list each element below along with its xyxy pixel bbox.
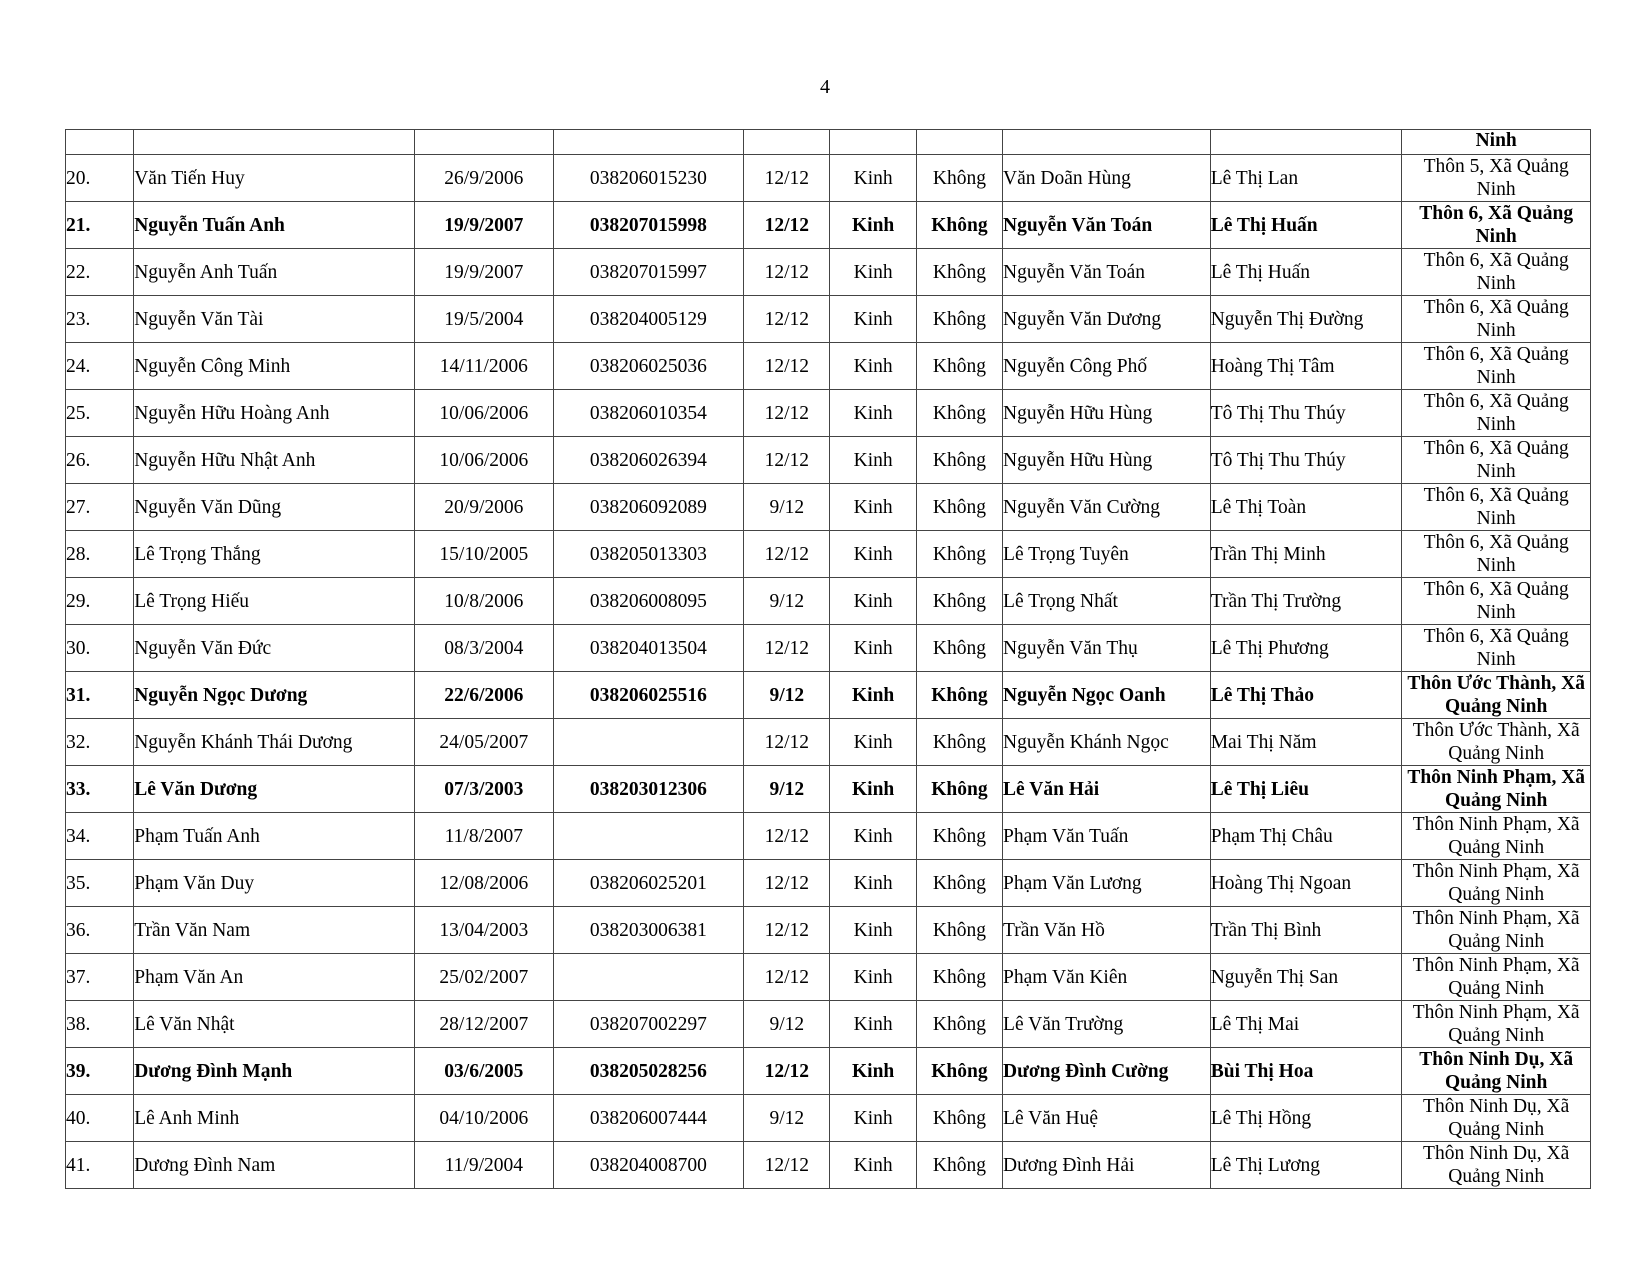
cell-father: Nguyễn Khánh Ngọc bbox=[1003, 719, 1211, 766]
cell-ethnicity: Kinh bbox=[830, 1095, 916, 1142]
cell-father: Nguyễn Hữu Hùng bbox=[1003, 437, 1211, 484]
cell-address: Thôn 6, Xã Quảng Ninh bbox=[1402, 437, 1591, 484]
cell-address: Thôn 6, Xã Quảng Ninh bbox=[1402, 249, 1591, 296]
cell-name: Nguyễn Hữu Nhật Anh bbox=[134, 437, 415, 484]
table-row bbox=[66, 390, 1591, 437]
cell-dob: 11/8/2007 bbox=[415, 813, 553, 860]
cell-index: 33. bbox=[66, 766, 134, 813]
cell-dob: 19/5/2004 bbox=[415, 296, 553, 343]
table-row bbox=[66, 296, 1591, 343]
cell-address: Thôn 6, Xã Quảng Ninh bbox=[1402, 578, 1591, 625]
cell-religion: Không bbox=[916, 578, 1002, 625]
cell-grade: 12/12 bbox=[744, 296, 830, 343]
cell-index: 41. bbox=[66, 1142, 134, 1189]
cell-grade: 12/12 bbox=[744, 155, 830, 202]
cell-ethnicity: Kinh bbox=[830, 249, 916, 296]
cell-religion: Không bbox=[916, 1142, 1002, 1189]
cell-id-number: 038206092089 bbox=[553, 484, 744, 531]
cell-grade: 12/12 bbox=[744, 1142, 830, 1189]
cell-name: Lê Văn Dương bbox=[134, 766, 415, 813]
cell-id-number: 038204013504 bbox=[553, 625, 744, 672]
cell-address: Thôn 6, Xã Quảng Ninh bbox=[1402, 531, 1591, 578]
cell-address: Thôn 6, Xã Quảng Ninh bbox=[1402, 296, 1591, 343]
cell-religion: Không bbox=[916, 484, 1002, 531]
cell-ethnicity: Kinh bbox=[830, 719, 916, 766]
cell-religion: Không bbox=[916, 719, 1002, 766]
cell-mother: Nguyễn Thị San bbox=[1210, 954, 1402, 1001]
cell-address: Thôn 6, Xã Quảng Ninh bbox=[1402, 484, 1591, 531]
cell-mother: Lê Thị Lan bbox=[1210, 155, 1402, 202]
cell-index: 40. bbox=[66, 1095, 134, 1142]
cell-name: Nguyễn Anh Tuấn bbox=[134, 249, 415, 296]
table-row bbox=[66, 719, 1591, 766]
cell-mother: Lê Thị Thảo bbox=[1210, 672, 1402, 719]
cell-id-number bbox=[553, 813, 744, 860]
cell-index: 30. bbox=[66, 625, 134, 672]
cell-ethnicity: Kinh bbox=[830, 954, 916, 1001]
cell-address: Thôn Ước Thành, Xã Quảng Ninh bbox=[1402, 672, 1591, 719]
cell-index: 28. bbox=[66, 531, 134, 578]
cell-index: 25. bbox=[66, 390, 134, 437]
cell-father: Phạm Văn Tuấn bbox=[1003, 813, 1211, 860]
cell-address: Thôn Ninh Phạm, Xã Quảng Ninh bbox=[1402, 813, 1591, 860]
table-row bbox=[66, 343, 1591, 390]
cell-name: Phạm Tuấn Anh bbox=[134, 813, 415, 860]
cell-address: Thôn 6, Xã Quảng Ninh bbox=[1402, 343, 1591, 390]
cell-ethnicity: Kinh bbox=[830, 578, 916, 625]
cell-name: Dương Đình Mạnh bbox=[134, 1048, 415, 1095]
cell-name bbox=[134, 130, 415, 155]
cell-mother: Tô Thị Thu Thúy bbox=[1210, 437, 1402, 484]
cell-religion: Không bbox=[916, 296, 1002, 343]
cell-ethnicity: Kinh bbox=[830, 625, 916, 672]
cell-index: 32. bbox=[66, 719, 134, 766]
cell-grade: 9/12 bbox=[744, 1095, 830, 1142]
cell-ethnicity: Kinh bbox=[830, 484, 916, 531]
table-row bbox=[66, 249, 1591, 296]
cell-address: Thôn Ninh Dụ, Xã Quảng Ninh bbox=[1402, 1048, 1591, 1095]
cell-address: Thôn Ninh Dụ, Xã Quảng Ninh bbox=[1402, 1095, 1591, 1142]
cell-index: 34. bbox=[66, 813, 134, 860]
page-number: 4 bbox=[820, 76, 830, 98]
cell-name: Nguyễn Tuấn Anh bbox=[134, 202, 415, 249]
cell-dob: 04/10/2006 bbox=[415, 1095, 553, 1142]
cell-mother: Phạm Thị Châu bbox=[1210, 813, 1402, 860]
cell-dob: 24/05/2007 bbox=[415, 719, 553, 766]
cell-religion: Không bbox=[916, 766, 1002, 813]
cell-dob: 10/06/2006 bbox=[415, 437, 553, 484]
table-row bbox=[66, 625, 1591, 672]
cell-religion bbox=[916, 130, 1002, 155]
cell-id-number bbox=[553, 719, 744, 766]
cell-grade bbox=[744, 130, 830, 155]
table-row bbox=[66, 1001, 1591, 1048]
cell-grade: 12/12 bbox=[744, 954, 830, 1001]
continued-row bbox=[66, 130, 1591, 155]
cell-id-number: 038206025036 bbox=[553, 343, 744, 390]
table-row bbox=[66, 907, 1591, 954]
cell-name: Trần Văn Nam bbox=[134, 907, 415, 954]
cell-index: 20. bbox=[66, 155, 134, 202]
cell-dob: 20/9/2006 bbox=[415, 484, 553, 531]
cell-id-number bbox=[553, 954, 744, 1001]
cell-grade: 12/12 bbox=[744, 202, 830, 249]
cell-ethnicity: Kinh bbox=[830, 155, 916, 202]
cell-ethnicity: Kinh bbox=[830, 1142, 916, 1189]
cell-mother: Hoàng Thị Ngoan bbox=[1210, 860, 1402, 907]
cell-index: 29. bbox=[66, 578, 134, 625]
cell-father: Nguyễn Hữu Hùng bbox=[1003, 390, 1211, 437]
cell-id-number: 038206015230 bbox=[553, 155, 744, 202]
cell-dob: 28/12/2007 bbox=[415, 1001, 553, 1048]
cell-address: Thôn Ninh Phạm, Xã Quảng Ninh bbox=[1402, 1001, 1591, 1048]
cell-ethnicity: Kinh bbox=[830, 437, 916, 484]
cell-father: Nguyễn Công Phố bbox=[1003, 343, 1211, 390]
cell-father: Nguyễn Văn Cường bbox=[1003, 484, 1211, 531]
cell-religion: Không bbox=[916, 672, 1002, 719]
cell-father: Dương Đình Cường bbox=[1003, 1048, 1211, 1095]
cell-ethnicity: Kinh bbox=[830, 296, 916, 343]
cell-address: Thôn Ước Thành, Xã Quảng Ninh bbox=[1402, 719, 1591, 766]
cell-ethnicity: Kinh bbox=[830, 907, 916, 954]
cell-index bbox=[66, 130, 134, 155]
cell-dob: 13/04/2003 bbox=[415, 907, 553, 954]
cell-id-number: 038204005129 bbox=[553, 296, 744, 343]
cell-dob: 25/02/2007 bbox=[415, 954, 553, 1001]
cell-index: 22. bbox=[66, 249, 134, 296]
cell-grade: 9/12 bbox=[744, 1001, 830, 1048]
cell-mother: Hoàng Thị Tâm bbox=[1210, 343, 1402, 390]
cell-id-number: 038207015998 bbox=[553, 202, 744, 249]
cell-address: Thôn Ninh Phạm, Xã Quảng Ninh bbox=[1402, 907, 1591, 954]
cell-father: Lê Trọng Tuyên bbox=[1003, 531, 1211, 578]
cell-id-number: 038206007444 bbox=[553, 1095, 744, 1142]
table-row bbox=[66, 437, 1591, 484]
cell-ethnicity bbox=[830, 130, 916, 155]
cell-ethnicity: Kinh bbox=[830, 1048, 916, 1095]
cell-religion: Không bbox=[916, 437, 1002, 484]
cell-dob: 19/9/2007 bbox=[415, 249, 553, 296]
cell-id-number: 038205013303 bbox=[553, 531, 744, 578]
table-row bbox=[66, 860, 1591, 907]
cell-address: Thôn 6, Xã Quảng Ninh bbox=[1402, 390, 1591, 437]
cell-id-number: 038206025516 bbox=[553, 672, 744, 719]
cell-father bbox=[1003, 130, 1211, 155]
cell-name: Nguyễn Văn Tài bbox=[134, 296, 415, 343]
table-row bbox=[66, 1048, 1591, 1095]
cell-index: 39. bbox=[66, 1048, 134, 1095]
cell-father: Nguyễn Ngọc Oanh bbox=[1003, 672, 1211, 719]
cell-mother: Lê Thị Liêu bbox=[1210, 766, 1402, 813]
cell-ethnicity: Kinh bbox=[830, 390, 916, 437]
cell-father: Nguyễn Văn Thụ bbox=[1003, 625, 1211, 672]
cell-grade: 12/12 bbox=[744, 813, 830, 860]
cell-religion: Không bbox=[916, 343, 1002, 390]
cell-grade: 12/12 bbox=[744, 719, 830, 766]
cell-index: 36. bbox=[66, 907, 134, 954]
table-row bbox=[66, 578, 1591, 625]
cell-dob: 22/6/2006 bbox=[415, 672, 553, 719]
cell-religion: Không bbox=[916, 1048, 1002, 1095]
cell-name: Nguyễn Công Minh bbox=[134, 343, 415, 390]
cell-grade: 12/12 bbox=[744, 860, 830, 907]
cell-father: Nguyễn Văn Toán bbox=[1003, 202, 1211, 249]
cell-id-number: 038203012306 bbox=[553, 766, 744, 813]
cell-dob: 26/9/2006 bbox=[415, 155, 553, 202]
cell-mother: Tô Thị Thu Thúy bbox=[1210, 390, 1402, 437]
cell-dob: 10/06/2006 bbox=[415, 390, 553, 437]
cell-father: Lê Văn Huệ bbox=[1003, 1095, 1211, 1142]
cell-religion: Không bbox=[916, 860, 1002, 907]
cell-father: Nguyễn Văn Dương bbox=[1003, 296, 1211, 343]
cell-mother: Lê Thị Hồng bbox=[1210, 1095, 1402, 1142]
cell-index: 35. bbox=[66, 860, 134, 907]
cell-address: Thôn Ninh Dụ, Xã Quảng Ninh bbox=[1402, 1142, 1591, 1189]
cell-address: Thôn Ninh Phạm, Xã Quảng Ninh bbox=[1402, 766, 1591, 813]
cell-ethnicity: Kinh bbox=[830, 813, 916, 860]
table-row bbox=[66, 1142, 1591, 1189]
cell-father: Phạm Văn Lương bbox=[1003, 860, 1211, 907]
cell-name: Lê Trọng Hiếu bbox=[134, 578, 415, 625]
cell-name: Phạm Văn An bbox=[134, 954, 415, 1001]
cell-name: Văn Tiến Huy bbox=[134, 155, 415, 202]
cell-index: 37. bbox=[66, 954, 134, 1001]
cell-ethnicity: Kinh bbox=[830, 766, 916, 813]
cell-grade: 12/12 bbox=[744, 625, 830, 672]
cell-dob: 10/8/2006 bbox=[415, 578, 553, 625]
cell-mother: Lê Thị Phương bbox=[1210, 625, 1402, 672]
cell-dob: 15/10/2005 bbox=[415, 531, 553, 578]
cell-religion: Không bbox=[916, 531, 1002, 578]
cell-religion: Không bbox=[916, 907, 1002, 954]
cell-address: Thôn 6, Xã Quảng Ninh bbox=[1402, 202, 1591, 249]
table-row bbox=[66, 813, 1591, 860]
cell-grade: 9/12 bbox=[744, 766, 830, 813]
cell-grade: 9/12 bbox=[744, 578, 830, 625]
cell-name: Nguyễn Hữu Hoàng Anh bbox=[134, 390, 415, 437]
cell-ethnicity: Kinh bbox=[830, 531, 916, 578]
cell-dob: 12/08/2006 bbox=[415, 860, 553, 907]
cell-address: Thôn Ninh Phạm, Xã Quảng Ninh bbox=[1402, 860, 1591, 907]
cell-dob: 19/9/2007 bbox=[415, 202, 553, 249]
cell-address: Thôn Ninh Phạm, Xã Quảng Ninh bbox=[1402, 954, 1591, 1001]
cell-grade: 12/12 bbox=[744, 437, 830, 484]
cell-religion: Không bbox=[916, 1001, 1002, 1048]
cell-ethnicity: Kinh bbox=[830, 860, 916, 907]
table-row bbox=[66, 531, 1591, 578]
cell-mother: Trần Thị Bình bbox=[1210, 907, 1402, 954]
table-row bbox=[66, 1095, 1591, 1142]
cell-name: Nguyễn Ngọc Dương bbox=[134, 672, 415, 719]
cell-mother: Lê Thị Huấn bbox=[1210, 202, 1402, 249]
cell-religion: Không bbox=[916, 954, 1002, 1001]
cell-id-number: 038206010354 bbox=[553, 390, 744, 437]
cell-ethnicity: Kinh bbox=[830, 672, 916, 719]
cell-father: Trần Văn Hồ bbox=[1003, 907, 1211, 954]
cell-address: Ninh bbox=[1402, 130, 1591, 155]
cell-index: 23. bbox=[66, 296, 134, 343]
cell-grade: 12/12 bbox=[744, 907, 830, 954]
cell-grade: 12/12 bbox=[744, 249, 830, 296]
cell-index: 38. bbox=[66, 1001, 134, 1048]
cell-mother: Lê Thị Toàn bbox=[1210, 484, 1402, 531]
cell-id-number: 038207015997 bbox=[553, 249, 744, 296]
cell-index: 21. bbox=[66, 202, 134, 249]
cell-index: 31. bbox=[66, 672, 134, 719]
cell-ethnicity: Kinh bbox=[830, 343, 916, 390]
cell-name: Phạm Văn Duy bbox=[134, 860, 415, 907]
cell-religion: Không bbox=[916, 1095, 1002, 1142]
cell-mother: Lê Thị Mai bbox=[1210, 1001, 1402, 1048]
cell-name: Nguyễn Văn Đức bbox=[134, 625, 415, 672]
cell-mother: Bùi Thị Hoa bbox=[1210, 1048, 1402, 1095]
table-row bbox=[66, 766, 1591, 813]
cell-grade: 9/12 bbox=[744, 484, 830, 531]
table-row bbox=[66, 202, 1591, 249]
cell-grade: 12/12 bbox=[744, 1048, 830, 1095]
cell-grade: 12/12 bbox=[744, 531, 830, 578]
cell-id-number: 038207002297 bbox=[553, 1001, 744, 1048]
cell-father: Lê Trọng Nhất bbox=[1003, 578, 1211, 625]
cell-id-number: 038206026394 bbox=[553, 437, 744, 484]
cell-religion: Không bbox=[916, 202, 1002, 249]
cell-ethnicity: Kinh bbox=[830, 202, 916, 249]
cell-father: Dương Đình Hải bbox=[1003, 1142, 1211, 1189]
cell-name: Lê Văn Nhật bbox=[134, 1001, 415, 1048]
cell-mother: Mai Thị Năm bbox=[1210, 719, 1402, 766]
cell-religion: Không bbox=[916, 390, 1002, 437]
cell-grade: 12/12 bbox=[744, 343, 830, 390]
cell-dob: 11/9/2004 bbox=[415, 1142, 553, 1189]
table-row bbox=[66, 155, 1591, 202]
cell-religion: Không bbox=[916, 813, 1002, 860]
cell-grade: 9/12 bbox=[744, 672, 830, 719]
cell-name: Nguyễn Văn Dũng bbox=[134, 484, 415, 531]
cell-index: 26. bbox=[66, 437, 134, 484]
cell-grade: 12/12 bbox=[744, 390, 830, 437]
cell-dob: 08/3/2004 bbox=[415, 625, 553, 672]
cell-id-number: 038203006381 bbox=[553, 907, 744, 954]
cell-address: Thôn 5, Xã Quảng Ninh bbox=[1402, 155, 1591, 202]
cell-ethnicity: Kinh bbox=[830, 1001, 916, 1048]
cell-father: Văn Doãn Hùng bbox=[1003, 155, 1211, 202]
table-row bbox=[66, 954, 1591, 1001]
cell-id-number: 038204008700 bbox=[553, 1142, 744, 1189]
cell-mother bbox=[1210, 130, 1402, 155]
cell-id-number: 038206008095 bbox=[553, 578, 744, 625]
cell-dob bbox=[415, 130, 553, 155]
cell-father: Nguyễn Văn Toán bbox=[1003, 249, 1211, 296]
cell-dob: 03/6/2005 bbox=[415, 1048, 553, 1095]
cell-father: Phạm Văn Kiên bbox=[1003, 954, 1211, 1001]
cell-name: Nguyễn Khánh Thái Dương bbox=[134, 719, 415, 766]
cell-religion: Không bbox=[916, 625, 1002, 672]
cell-address: Thôn 6, Xã Quảng Ninh bbox=[1402, 625, 1591, 672]
table-row bbox=[66, 484, 1591, 531]
cell-dob: 14/11/2006 bbox=[415, 343, 553, 390]
cell-id-number: 038206025201 bbox=[553, 860, 744, 907]
cell-religion: Không bbox=[916, 249, 1002, 296]
cell-index: 27. bbox=[66, 484, 134, 531]
cell-index: 24. bbox=[66, 343, 134, 390]
cell-id-number bbox=[553, 130, 744, 155]
cell-religion: Không bbox=[916, 155, 1002, 202]
cell-name: Lê Anh Minh bbox=[134, 1095, 415, 1142]
table-row bbox=[66, 672, 1591, 719]
cell-mother: Trần Thị Trường bbox=[1210, 578, 1402, 625]
cell-id-number: 038205028256 bbox=[553, 1048, 744, 1095]
cell-mother: Trần Thị Minh bbox=[1210, 531, 1402, 578]
cell-mother: Lê Thị Lương bbox=[1210, 1142, 1402, 1189]
cell-name: Dương Đình Nam bbox=[134, 1142, 415, 1189]
roster-table bbox=[65, 129, 1591, 1189]
cell-name: Lê Trọng Thắng bbox=[134, 531, 415, 578]
cell-father: Lê Văn Hải bbox=[1003, 766, 1211, 813]
cell-dob: 07/3/2003 bbox=[415, 766, 553, 813]
cell-father: Lê Văn Trường bbox=[1003, 1001, 1211, 1048]
cell-mother: Nguyễn Thị Đường bbox=[1210, 296, 1402, 343]
cell-mother: Lê Thị Huấn bbox=[1210, 249, 1402, 296]
